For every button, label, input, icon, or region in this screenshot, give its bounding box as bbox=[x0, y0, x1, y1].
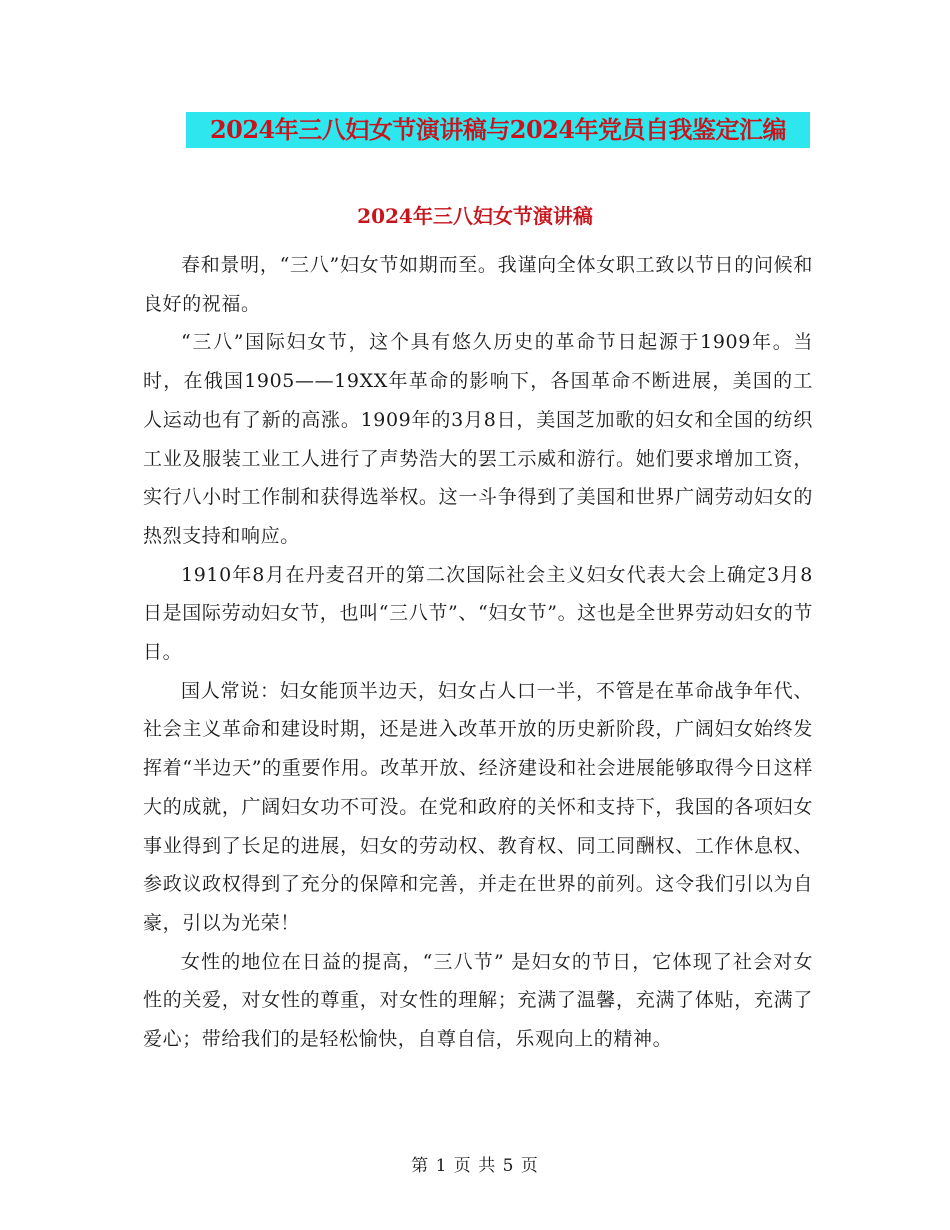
paragraph: 春和景明，“三八”妇女节如期而至。我谨向全体女职工致以节日的问候和良好的祝福。 bbox=[143, 254, 813, 315]
paragraph: 1910年8月在丹麦召开的第二次国际社会主义妇女代表大会上确定3月8日是国际劳动妇女节，也叫“三八节”、“妇女节”。这也是全世界劳动妇女的节日。 bbox=[143, 563, 813, 664]
paragraph: 国人常说：妇女能顶半边天，妇女占人口一半，不管是在革命战争年代、社会主义革命和建设时期，还是进入改革开放的历史新阶段，广阔妇女始终发挥着“半边天”的重要作用。改革开放、经济建设和社会进展能够取得今日这样大的成就，广阔妇女功不可没。在党和政府的关怀和支持下，我国的各项妇女事业得到了长足的进展，妇女的劳动权、教育权、同工同酬权、工作休息权、参政议政权得到了充分的保障和完善，并走在世界的前列。这令我们引以为自豪，引以为光荣！ bbox=[143, 679, 813, 934]
paragraph: 女性的地位在日益的提高，“三八节” 是妇女的节日，它体现了社会对女性的关爱，对女性的尊重，对女性的理解；充满了温馨，充满了体贴，充满了爱心；带给我们的是轻松愉快，自尊自信，乐观向上的精神。 bbox=[143, 950, 813, 1051]
document-title: 2024年三八妇女节演讲稿与2024年党员自我鉴定汇编 bbox=[186, 112, 810, 148]
page-footer: 第 1 页 共 5 页 bbox=[411, 1156, 539, 1176]
paragraph: “三八”国际妇女节，这个具有悠久历史的革命节日起源于1909年。当时，在俄国1905——19XX年革命的影响下，各国革命不断进展，美国的工人运动也有了新的高涨。1909年的3月8日，美国芝加歌的妇女和全国的纺织工业及服装工业工人进行了声势浩大的罢工示威和游行。她们要求增加工资，实行八小时工作制和获得选举权。这一斗争得到了美国和世界广阔劳动妇女的热烈支持和响应。 bbox=[143, 331, 813, 547]
section-title: 2024年三八妇女节演讲稿 bbox=[357, 204, 593, 228]
body-text bbox=[143, 246, 813, 1059]
